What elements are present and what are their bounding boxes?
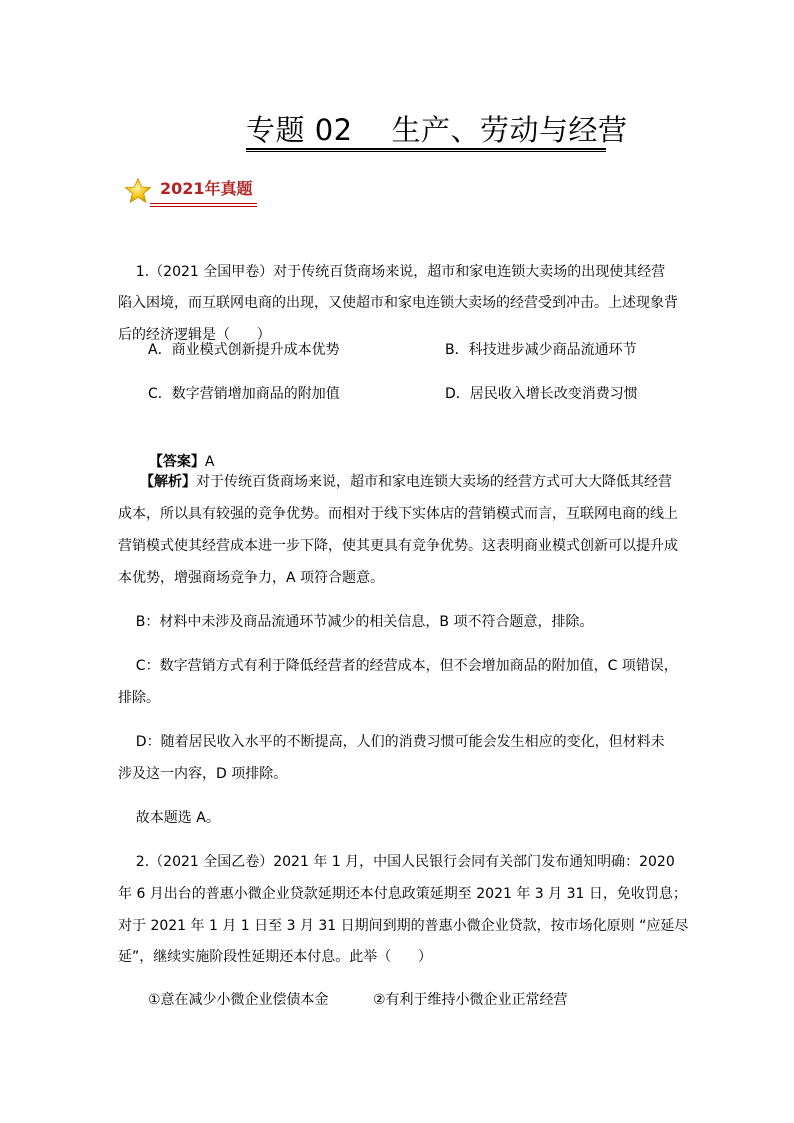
q1-analysis-line-1 bbox=[140, 466, 680, 498]
q1-c-explanation-line-2: 排除。 bbox=[118, 690, 160, 706]
q2-stem-line-3: 对于 2021 年 1 月 1 日至 3 月 31 日期间到期的普惠小微企业贷款，按市场化原则 “应延尽 bbox=[118, 918, 689, 934]
q1-option-c: C．数字营销增加商品的附加值 bbox=[148, 386, 340, 402]
section-underline bbox=[150, 203, 257, 204]
q1-stem-line-2: 陷入困境，而互联网电商的出现，又使超市和家电连锁大卖场的经营受到冲击。上述现象背 bbox=[118, 295, 678, 311]
q2-item-2: ②有利于维持小微企业正常经营 bbox=[373, 992, 568, 1008]
analysis-text-1: 对于传统百货商场来说，超市和家电连锁大卖场的经营方式可大大降低其经营 bbox=[196, 474, 672, 490]
answer-label: 【答案】 bbox=[148, 454, 205, 470]
q1-c-explanation-line-1: C：数字营销方式有利于降低经营者的经营成本，但不会增加商品的附加值，C 项错误， bbox=[118, 658, 678, 674]
q2-stem-line-2: 年 6 月出台的普惠小微企业贷款延期还本付息政策延期至 2021 年 3 月 31 日，免收罚息； bbox=[118, 886, 687, 902]
q1-analysis-line-4: 本优势，增强商场竞争力，A 项符合题意。 bbox=[118, 570, 385, 586]
answer-value: A bbox=[204, 454, 215, 470]
q1-option-d: D．居民收入增长改变消费习惯 bbox=[445, 386, 638, 402]
q1-option-a: A．商业模式创新提升成本优势 bbox=[148, 342, 340, 358]
title-underline-double bbox=[246, 151, 606, 152]
q1-stem-line-1: 1.（2021 全国甲卷）对于传统百货商场来说，超市和家电连锁大卖场的出现使其经营 bbox=[118, 264, 666, 280]
q1-d-explanation-line-1: D：随着居民收入水平的不断提高，人们的消费习惯可能会发生相应的变化，但材料未 bbox=[118, 734, 665, 750]
document-title: 专题 02 生产、劳动与经营 bbox=[246, 113, 628, 147]
q1-analysis-line-2: 成本，所以具有较强的竞争优势。而相对于线下实体店的营销模式而言，互联网电商的线上 bbox=[118, 506, 678, 522]
q1-b-explanation: B：材料中未涉及商品流通环节减少的相关信息，B 项不符合题意，排除。 bbox=[118, 614, 594, 630]
q2-stem-line-4: 延”，继续实施阶段性延期还本付息。此举（ ） bbox=[118, 949, 432, 965]
analysis-label: 【解析】 bbox=[140, 474, 196, 490]
q1-option-b: B．科技进步减少商品流通环节 bbox=[445, 342, 637, 358]
title-underline bbox=[246, 148, 606, 150]
q1-analysis-line-3: 营销模式使其经营成本进一步下降，使其更具有竞争优势。这表明商业模式创新可以提升成 bbox=[118, 538, 678, 554]
star-icon bbox=[124, 177, 152, 205]
section-label: 2021年真题 bbox=[160, 179, 253, 198]
q1-conclusion: 故本题选 A。 bbox=[118, 810, 220, 826]
q2-stem-line-1: 2.（2021 全国乙卷）2021 年 1 月，中国人民银行会同有关部门发布通知明确：2020 bbox=[118, 854, 675, 870]
q2-item-1: ①意在减少小微企业偿债本金 bbox=[148, 992, 329, 1008]
section-underline-double bbox=[150, 206, 257, 207]
q1-stem-line-3: 后的经济逻辑是（ ） bbox=[118, 327, 271, 343]
q1-d-explanation-line-2: 涉及这一内容，D 项排除。 bbox=[118, 766, 288, 782]
